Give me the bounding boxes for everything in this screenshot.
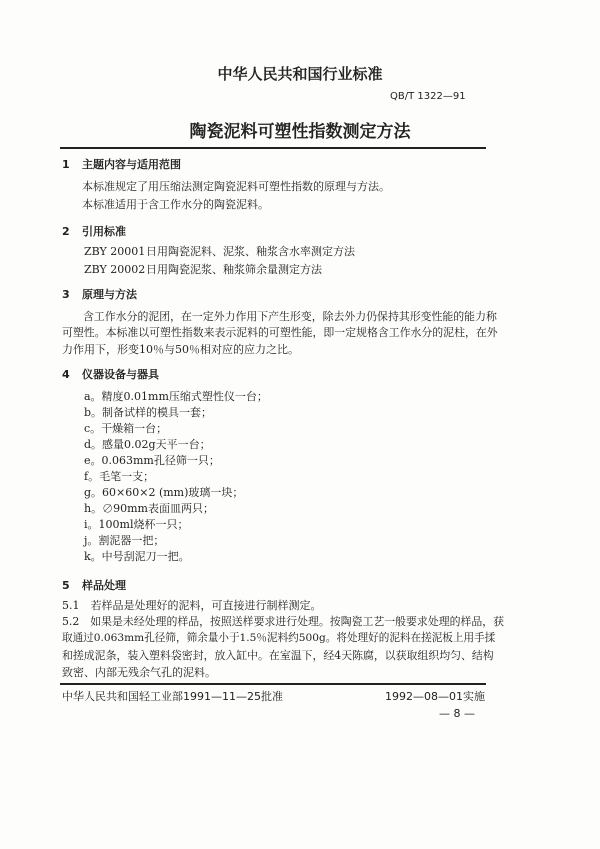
paragraph-line: 本标准规定了用压缩法测定陶瓷泥料可塑性指数的原理与方法。: [82, 180, 390, 193]
issuing-body: 中华人民共和国行业标准: [217, 65, 383, 83]
paragraph-line: 含工作水分的泥团，在一定外力作用下产生形变，除去外力仍保持其形变性能的能力称: [83, 310, 497, 323]
section-2-heading: 2 引用标准: [62, 225, 126, 238]
paragraph-line: 5.1 若样品是处理好的泥料，可直接进行制样测定。: [62, 599, 322, 612]
footer-rule: [60, 683, 486, 685]
paragraph-line: 力作用下，形变10％与50％相对应的应力之比。: [62, 343, 299, 356]
section-3-heading: 3 原理与方法: [62, 288, 137, 301]
equipment-item: e。0.063mm孔径筛一只；: [84, 454, 220, 467]
reference-item: ZBY 20002日用陶瓷泥浆、釉浆筛余量测定方法: [84, 263, 322, 276]
approval-date: 中华人民共和国轻工业部1991—11—25批准: [62, 690, 283, 703]
equipment-item: k。中号刮泥刀一把。: [84, 550, 190, 563]
equipment-item: c。干燥箱一台；: [84, 422, 168, 435]
equipment-item: a。精度0.01mm压缩式塑性仪一台；: [84, 390, 268, 403]
paragraph-line: 可塑性。本标准以可塑性指数来表示泥料的可塑性能，即一定规格含工作水分的泥柱，在外: [62, 326, 498, 339]
effective-date: 1992—08—01实施: [385, 690, 485, 703]
page-number: — 8 —: [439, 707, 475, 720]
equipment-item: h。∅90mm表面皿两只；: [84, 502, 214, 515]
equipment-item: b。制备试样的模具一套；: [84, 406, 213, 419]
section-5-heading: 5 样品处理: [62, 579, 126, 592]
paragraph-line: 致密、内部无残余气孔的泥料。: [62, 666, 216, 679]
paragraph-line: 取通过0.063mm孔径筛，筛余量小于1.5％泥料约500g。将处理好的泥料在搓泥板上用手揉: [62, 632, 496, 644]
title-rule: [60, 147, 486, 149]
paragraph-line: 和搓成泥条，装入塑料袋密封，放入缸中。在室温下，经4天陈腐，以获取组织均匀、结构: [62, 649, 494, 662]
equipment-item: j。割泥器一把；: [84, 534, 165, 547]
section-1-heading: 1 主题内容与适用范围: [62, 158, 181, 171]
section-4-heading: 4 仪器设备与器具: [62, 368, 159, 381]
paragraph-line: 本标准适用于含工作水分的陶瓷泥料。: [82, 198, 269, 211]
equipment-item: f。毛笔一支；: [84, 470, 155, 483]
document-title: 陶瓷泥料可塑性指数测定方法: [189, 122, 411, 142]
paragraph-line: 5.2 如果是未经处理的样品，按照送样要求进行处理。按陶瓷工艺一般要求处理的样品，获: [62, 615, 505, 628]
equipment-item: g。60×60×2 (mm)玻璃一块；: [84, 486, 244, 499]
reference-item: ZBY 20001日用陶瓷泥料、泥浆、釉浆含水率测定方法: [84, 245, 355, 258]
standard-code: QB/T 1322—91: [390, 91, 466, 102]
equipment-item: d。感量0.02g天平一台；: [84, 438, 211, 451]
equipment-item: i。100ml烧杯一只；: [84, 518, 189, 531]
